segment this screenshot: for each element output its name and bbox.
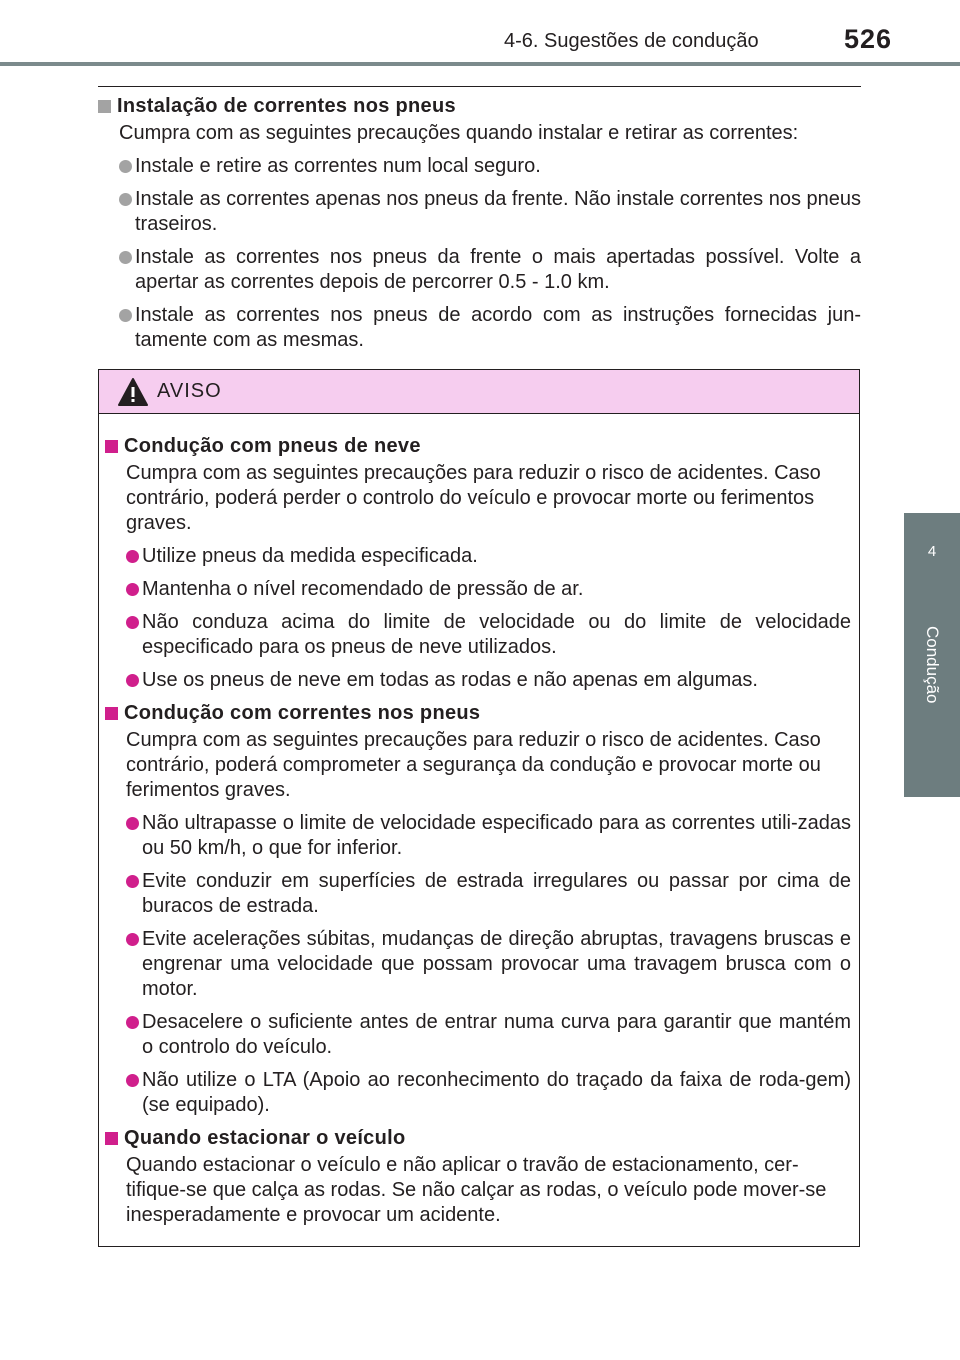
circle-bullet-icon — [126, 583, 139, 596]
circle-bullet-icon — [126, 550, 139, 563]
chapter-tab — [904, 513, 960, 797]
square-bullet-icon — [105, 1132, 118, 1145]
square-bullet-icon — [105, 707, 118, 720]
warning-body — [99, 414, 859, 1228]
section-heading — [105, 434, 851, 459]
heading-text: Instalação de correntes nos pneus — [117, 95, 456, 117]
section-heading — [98, 94, 861, 119]
list-item-text: Mantenha o nível recomendado de pressão de ar. — [142, 578, 584, 600]
list-item-text: Instale e retire as correntes num local seguro. — [135, 155, 541, 177]
list-item-text: Evite conduzir em superfícies de estrada irregulares ou passar por cima de buracos de estrada. — [142, 870, 851, 917]
list-item-text: Utilize pneus da medida especificada. — [142, 545, 478, 567]
heading-text: Condução com pneus de neve — [124, 435, 421, 457]
circle-bullet-icon — [119, 160, 132, 173]
circle-bullet-icon — [126, 674, 139, 687]
square-bullet-icon — [105, 440, 118, 453]
content-top-rule — [98, 86, 861, 87]
list-item-text: Não utilize o LTA (Apoio ao reconhecimento do traçado da faixa de roda-gem) (se equipado). — [142, 1069, 851, 1116]
warning-title: AVISO — [157, 380, 222, 402]
circle-bullet-icon — [126, 616, 139, 629]
list-item — [105, 811, 851, 861]
header-rule — [0, 62, 960, 66]
list-item — [98, 154, 861, 179]
intro-paragraph: Cumpra com as seguintes precauções quando instalar e retirar as correntes: — [119, 122, 799, 144]
list-item-text: Instale as correntes nos pneus de acordo com as instruções fornecidas jun-tamente com as mesmas. — [135, 304, 861, 351]
list-item-text: Instale as correntes nos pneus da frente o mais apertadas possível. Volte a apertar as correntes depois de percorrer 0.5 - 1.0 km. — [135, 246, 861, 293]
heading-text: Quando estacionar o veículo — [124, 1127, 406, 1149]
circle-bullet-icon — [126, 1016, 139, 1029]
list-item-text: Não conduza acima do limite de velocidade ou do limite de velocidade especificado para os pneus de neve utilizados. — [142, 611, 851, 658]
circle-bullet-icon — [126, 875, 139, 888]
warning-box — [98, 369, 860, 1247]
intro-section — [98, 94, 861, 353]
list-item — [105, 668, 851, 693]
list-item — [105, 869, 851, 919]
circle-bullet-icon — [126, 817, 139, 830]
chapter-label: Condução — [923, 626, 942, 704]
circle-bullet-icon — [126, 1074, 139, 1087]
list-item-text: Instale as correntes apenas nos pneus da frente. Não instale correntes nos pneus traseiros. — [135, 188, 862, 235]
section-heading — [105, 701, 851, 726]
list-item — [98, 303, 861, 353]
circle-bullet-icon — [119, 193, 132, 206]
list-item-text: Desacelere o suficiente antes de entrar numa curva para garantir que mantém o controlo do veículo. — [142, 1011, 851, 1058]
list-item — [105, 610, 851, 660]
list-item — [105, 577, 851, 602]
list-item-text: Use os pneus de neve em todas as rodas e não apenas em algumas. — [142, 669, 758, 691]
section-paragraph: Cumpra com as seguintes precauções para reduzir o risco de acidentes. Caso contrário, poderá comprometer a segurança da condução e provocar morte ou ferimentos graves. — [126, 729, 821, 801]
list-item-text: Não ultrapasse o limite de velocidade especificado para as correntes utili-zadas ou 50 km/h, o que for inferior. — [142, 812, 851, 859]
warning-section — [105, 1126, 851, 1228]
warning-triangle-icon — [117, 377, 149, 407]
warning-section — [105, 434, 851, 693]
section-heading — [105, 1126, 851, 1151]
section-paragraph: Quando estacionar o veículo e não aplicar o travão de estacionamento, cer-tifique-se que calça as rodas. Se não calçar as rodas, o veículo pode mover-se inesperadamente e provocar um acidente. — [126, 1154, 827, 1226]
page-header — [0, 0, 960, 64]
square-bullet-icon — [98, 100, 111, 113]
list-item-text: Evite acelerações súbitas, mudanças de direção abruptas, travagens bruscas e engrenar uma velocidade que possam provocar uma travagem brusca com o motor. — [142, 928, 851, 1000]
list-item — [98, 245, 861, 295]
page-number: 526 — [844, 24, 893, 54]
list-item — [105, 1068, 851, 1118]
circle-bullet-icon — [126, 933, 139, 946]
section-title: 4-6. Sugestões de condução — [504, 30, 759, 52]
list-item — [105, 927, 851, 1002]
list-item — [105, 1010, 851, 1060]
list-item — [105, 544, 851, 569]
heading-text: Condução com correntes nos pneus — [124, 702, 481, 724]
section-paragraph: Cumpra com as seguintes precauções para reduzir o risco de acidentes. Caso contrário, poderá perder o controlo do veículo e provocar morte ou ferimentos graves. — [126, 462, 821, 534]
chapter-number: 4 — [927, 543, 937, 560]
circle-bullet-icon — [119, 251, 132, 264]
warning-header — [99, 370, 859, 414]
circle-bullet-icon — [119, 309, 132, 322]
list-item — [98, 187, 861, 237]
warning-section — [105, 701, 851, 1118]
